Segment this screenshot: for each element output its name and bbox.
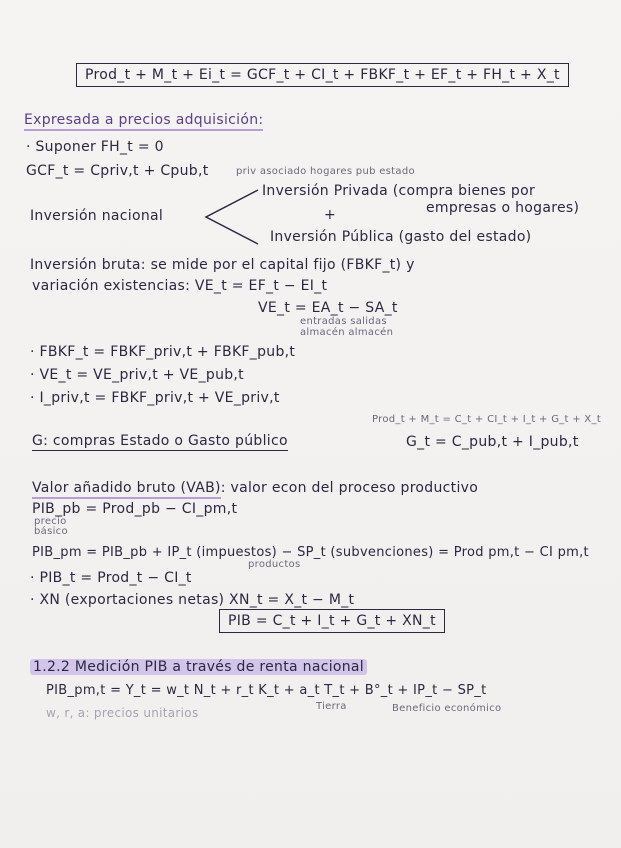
precios-unitarios-note: w, r, a: precios unitarios: [46, 706, 199, 720]
pib-gasto-equation: PIB = C_t + I_t + G_t + XN_t: [228, 613, 436, 629]
xn-line: · XN (exportaciones netas) XN_t = X_t − M_t: [30, 592, 355, 608]
renta-note-beneficio: Beneficio económico: [392, 703, 502, 714]
pib-pm-note: productos: [248, 559, 301, 570]
ve-equation: VE_t = EA_t − SA_t: [258, 300, 398, 316]
vab-heading: Valor añadido bruto (VAB): [32, 480, 221, 499]
vab-line: [32, 480, 478, 496]
ve-annotation-1: entradas salidas: [300, 316, 387, 327]
pib-pb-note-1: precio: [34, 516, 67, 527]
inversion-bruta-text: Inversión bruta: se mide por el capital fijo (FBKF_t) y: [30, 257, 415, 273]
equilibrium-equation: Prod_t + M_t = C_t + CI_t + I_t + G_t + X_t: [372, 414, 602, 425]
identity-equation-box: [76, 63, 569, 87]
pib-pb-equation: PIB_pb = Prod_pb − CI_pm,t: [32, 501, 238, 517]
pib-t-equation: · PIB_t = Prod_t − CI_t: [30, 570, 192, 586]
assumption-line: · Suponer FH_t = 0: [26, 139, 164, 155]
inversion-privada-cont: empresas o hogares): [426, 200, 580, 216]
pib-pm-equation: PIB_pm = PIB_pb + IP_t (impuestos) − SP_t (subvenciones) = Prod pm,t − CI pm,t: [32, 545, 589, 560]
vab-definition: : valor econ del proceso productivo: [220, 480, 479, 496]
gcf-annotation: priv asociado hogares pub estado: [236, 166, 415, 177]
variacion-existencias: variación existencias: VE_t = EF_t − EI_t: [32, 278, 328, 294]
ipriv-equation: · I_priv,t = FBKF_priv,t + VE_priv,t: [30, 390, 280, 406]
pib-pb-note-2: básico: [34, 526, 68, 537]
brace-icon: [200, 186, 260, 248]
inversion-publica: Inversión Pública (gasto del estado): [270, 229, 532, 245]
renta-equation: PIB_pm,t = Y_t = w_t N_t + r_t K_t + a_t T_t + B°_t + IP_t − SP_t: [46, 683, 487, 698]
identity-equation: Prod_t + M_t + Ei_t = GCF_t + CI_t + FBKF_t + EF_t + FH_t + X_t: [85, 67, 560, 83]
inversion-privada: Inversión Privada (compra bienes por: [262, 183, 536, 199]
ve-split-equation: · VE_t = VE_priv,t + VE_pub,t: [30, 367, 244, 383]
g-equation: G_t = C_pub,t + I_pub,t: [406, 434, 579, 450]
gasto-publico-heading: G: compras Estado o Gasto público: [32, 433, 288, 449]
plus-icon: +: [324, 207, 336, 223]
medicion-heading: 1.2.2 Medición PIB a través de renta nacional: [30, 659, 367, 675]
ve-annotation-2: almacén almacén: [300, 327, 394, 338]
fbkf-equation: · FBKF_t = FBKF_priv,t + FBKF_pub,t: [30, 344, 296, 360]
heading-precios-adquisicion: Expresada a precios adquisición:: [24, 112, 263, 131]
medicion-heading-wrap: [30, 659, 367, 675]
renta-note-tierra: Tierra: [316, 701, 347, 712]
gcf-equation: GCF_t = Cpriv,t + Cpub,t: [26, 163, 209, 179]
inversion-nacional-label: Inversión nacional: [30, 208, 164, 224]
pib-gasto-box: [219, 609, 445, 633]
